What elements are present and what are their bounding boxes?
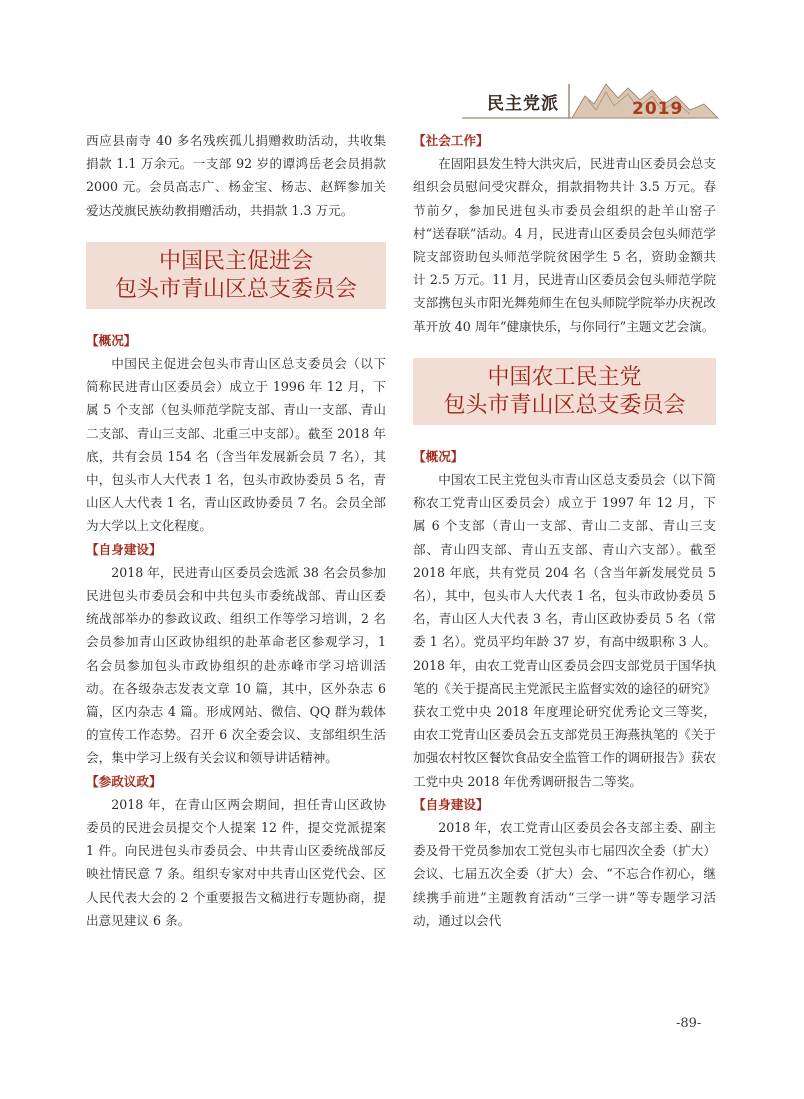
- tag-political-participation: 【参政议政】: [86, 773, 162, 789]
- paragraph-overview: 中国农工民主党包头市青山区总支委员会（以下简称农工党青山区委员会）成立于 1997 年 12 月，下属 6 个支部（青山一支部、青山二支部、青山三支部、青山四支部、青山五支部、青山六支部）。截至 2018 年底，共有党员 204 名（含当年新发展党员 5 名），其中，包头市人大代表 1 名，包头市政协委员 5 名，青山区人大代表 3 名，青山区政协委员 5 名（常委 1 名）。党员平均年龄 37 岁，有高中级职称 3 人。2018 年，由农工党青山区委员会四支部党员于国华执笔的《关于提高民主党派民主监督实效的途径的研究》获农工党中央 2018 年度理论研究优秀论文三等奖，由农工党青山区委员会五支部党员王海燕执笔的《关于加强农村牧区餐饮食品安全监管工作的调研报告》获农工党中央 2018 年优秀调研报告二等奖。: [413, 472, 716, 789]
- left-column: [86, 129, 386, 932]
- right-column: [413, 129, 716, 932]
- title-line-2: 包头市青山区总支委员会: [443, 392, 686, 418]
- title-line-2: 包头市青山区总支委员会: [114, 276, 357, 302]
- page-header: [0, 0, 804, 130]
- section-title-minjin: [86, 242, 386, 309]
- section-title-nonggong: [413, 358, 716, 425]
- intro-paragraph: 西应县南寺 40 多名残疾孤儿捐赠救助活动，共收集捐款 1.1 万余元。一支部 92 岁的谭鸿岳老会员捐款 2000 元。会员高志广、杨金宝、杨志、赵辉参加关爱达茂旗民族幼教捐赠活动，共捐款 1.3 万元。: [86, 133, 386, 218]
- title-line-1: 中国民主促进会: [158, 248, 313, 274]
- year-label: 2019: [632, 99, 684, 119]
- section-name: 民主党派: [487, 94, 559, 114]
- tag-overview: 【概况】: [86, 332, 137, 348]
- title-line-1: 中国农工民主党: [487, 364, 642, 390]
- tag-self-building: 【自身建设】: [413, 796, 489, 812]
- paragraph-overview: 中国民主促进会包头市青山区总支委员会（以下简称民进青山区委员会）成立于 1996 年 12 月，下属 5 个支部（包头师范学院支部、青山一支部、青山二支部、青山三支部、北重三中支部）。截至 2018 年底，共有会员 154 名（含当年发展新会员 7 名），其中，包头市人大代表 1 名，包头市政协委员 5 名，青山区人大代表 1 名，青山区政协委员 7 名。会员全部为大学以上文化程度。: [86, 356, 386, 534]
- paragraph-self-building: 2018 年，农工党青山区委员会各支部主委、副主委及骨干党员参加农工党包头市七届四次全委（扩大）会议、七届五次全委（扩大）会、“不忘合作初心，继续携手前进”主题教育活动“三学一讲”等专题学习活动，通过以会代: [413, 820, 716, 928]
- tag-overview: 【概况】: [413, 448, 464, 464]
- paragraph-self-building: 2018 年，民进青山区委员会选派 38 名会员参加民进包头市委员会和中共包头市委统战部、青山区委统战部举办的参政议政、组织工作等学习培训，2 名会员参加青山区政协组织的赴革命老区参观学习，1 名会员参加包头市政协组织的赴赤峰市学习培训活动。在各级杂志发表文章 10 篇，其中，区外杂志 6 篇，区内杂志 4 篇。形成网站、微信、QQ 群为载体的宣传工作态势。召开 6 次全委会议、支部组织生活会，集中学习上级有关会议和领导讲话精神。: [86, 564, 386, 766]
- mountain-banner-icon: [0, 0, 804, 130]
- paragraph-social-work: 在固阳县发生特大洪灾后，民进青山区委员会总支组织会员慰问受灾群众，捐款捐物共计 3.5 万元。春节前夕，参加民进包头市委员会组织的赴羊山窑子村“送春联”活动。4 月，民进青山区委员会包头师范学院支部资助包头师范学院贫困学生 5 名，资助金额共计 2.5 万元。11 月，民进青山区委员会包头师范学院支部携包头市阳光舞苑师生在包头师院学院举办庆祝改革开放 40 周年“健康快乐，与你同行”主题文艺会演。: [413, 156, 716, 334]
- tag-self-building: 【自身建设】: [86, 541, 162, 557]
- tag-social-work: 【社会工作】: [413, 133, 489, 148]
- paragraph-political-participation: 2018 年，在青山区两会期间，担任青山区政协委员的民进会员提交个人提案 12 件，提交党派提案 1 件。向民进包头市委员会、中共青山区委统战部反映社情民意 7 条。组织专家对中共青山区党代会、区人民代表大会的 2 个重要报告文稿进行专题协商，提出意见建议 6 条。: [86, 796, 386, 928]
- page-number: -89-: [676, 1016, 702, 1031]
